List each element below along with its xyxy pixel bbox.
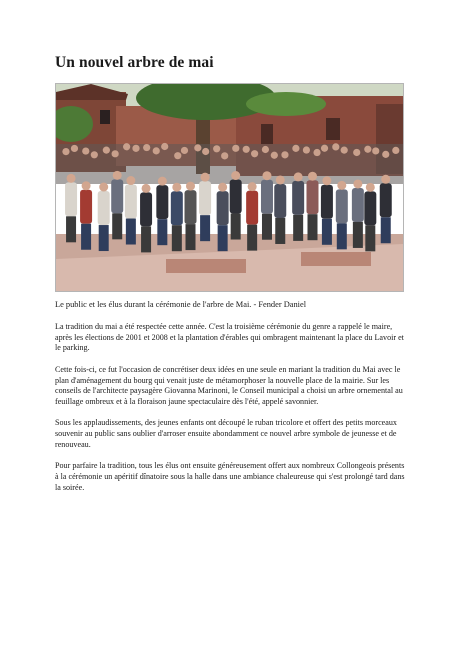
crowd-legs	[365, 225, 375, 251]
crowd-head	[202, 148, 209, 155]
crowd-head	[91, 151, 98, 158]
crowd-legs	[112, 213, 122, 239]
article-paragraph: Cette fois-ci, ce fut l'occasion de concrétiser deux idées en une seule en mariant la tradition du Mai avec le plan d'aménagement du bourg qui venait juste de métamorphoser la nouvelle place de la mairie. Sur les conseils de l'architecte paysagère Giovanna Marinoni, le Conseil municipal a choisi un arbre ornemental au feuillage ombreux et à la floraison jaune spectaculaire dès l'été, appelé savonnier.	[55, 364, 403, 406]
crowd-head	[218, 183, 227, 192]
crowd-person	[321, 185, 333, 219]
crowd-head	[232, 145, 239, 152]
crowd-head	[113, 171, 122, 180]
crowd-head	[313, 149, 320, 156]
crowd-head	[71, 145, 78, 152]
crowd-legs	[322, 219, 332, 245]
crowd-head	[112, 150, 119, 157]
crowd-person	[380, 183, 392, 217]
crowd-head	[62, 148, 69, 155]
crowd-head	[372, 147, 379, 154]
crowd-legs	[275, 218, 285, 244]
crowd-head	[308, 172, 317, 181]
crowd-head	[194, 144, 201, 151]
crowd-legs	[247, 225, 257, 251]
crowd-person	[171, 191, 183, 225]
crowd-head	[251, 150, 258, 157]
crowd-head	[322, 176, 331, 185]
crowd-person	[230, 180, 242, 214]
article-paragraph: Sous les applaudissements, des jeunes enfants ont découpé le ruban tricolore et offert des petits morceaux souvenir au public sans oublier d'arroser ensuite abondamment ce nouvel arbre symbole de jeunesse et de renouveau.	[55, 418, 397, 449]
crowd-head	[381, 175, 390, 184]
crowd-person	[98, 191, 110, 225]
crowd-legs	[186, 224, 196, 250]
crowd-head	[126, 176, 135, 185]
crowd-head	[213, 145, 220, 152]
crowd-legs	[172, 225, 182, 251]
crowd-person	[364, 191, 376, 225]
crowd-legs	[381, 217, 391, 243]
crowd-legs	[262, 214, 272, 240]
crowd-head	[82, 147, 89, 154]
crowd-head	[262, 146, 269, 153]
crowd-head	[321, 145, 328, 152]
crowd-legs	[99, 225, 109, 251]
crowd-head	[153, 147, 160, 154]
crowd-person	[111, 179, 123, 213]
crowd-head	[382, 151, 389, 158]
crowd-legs	[293, 215, 303, 241]
crowd-legs	[337, 223, 347, 249]
crowd-head	[172, 183, 181, 192]
crowd-person	[336, 189, 348, 223]
crowd-photo-illustration	[56, 84, 403, 291]
crowd-head	[337, 181, 346, 190]
crowd-head	[103, 147, 110, 154]
crowd-head	[201, 173, 210, 182]
photo-caption: Le public et les élus durant la cérémonie de l'arbre de Mai. - Fender Daniel	[55, 300, 307, 309]
crowd-head	[303, 146, 310, 153]
crowd-head	[292, 145, 299, 152]
crowd-person	[185, 190, 197, 224]
crowd-head	[248, 182, 257, 191]
crowd-head	[186, 182, 195, 191]
crowd-head	[366, 183, 375, 192]
crowd-head	[123, 143, 130, 150]
crowd-head	[271, 152, 278, 159]
crowd-legs	[141, 226, 151, 252]
article-paragraph: Pour parfaire la tradition, tous les élus ont ensuite généreusement offert aux nombreux Collongeois présents à la cérémonie un apéritif dînatoire sous la halle dans une ambiance chaleureuse qui s'est prolongé tard dans la soirée.	[55, 461, 405, 492]
crowd-head	[158, 177, 167, 186]
crowd-person	[125, 185, 137, 219]
crowd-head	[143, 144, 150, 151]
crowd-legs	[126, 219, 136, 245]
crowd-head	[99, 183, 108, 192]
article-photo	[55, 83, 404, 292]
crowd-head	[262, 171, 271, 180]
crowd-head	[332, 143, 339, 150]
crowd-person	[199, 181, 211, 215]
crowd-head	[67, 174, 76, 183]
crowd-head	[221, 152, 228, 159]
crowd-person	[274, 184, 286, 218]
crowd-person	[246, 191, 258, 225]
crowd-legs	[218, 225, 228, 251]
crowd-legs	[353, 222, 363, 248]
crowd-head	[231, 171, 240, 180]
crowd-head	[341, 147, 348, 154]
crowd-head	[174, 152, 181, 159]
crowd-head	[364, 146, 371, 153]
crowd-person	[156, 185, 168, 219]
article-title: Un nouvel arbre de mai	[55, 54, 214, 71]
crowd-person	[217, 191, 229, 225]
crowd-legs	[231, 214, 241, 240]
crowd-head	[392, 147, 399, 154]
crowd-person	[65, 182, 77, 216]
crowd-person	[140, 192, 152, 226]
crowd-person	[261, 180, 273, 214]
crowd-person	[306, 180, 318, 214]
crowd-legs	[307, 214, 317, 240]
crowd-head	[243, 146, 250, 153]
crowd-head	[353, 149, 360, 156]
crowd-person	[352, 188, 364, 222]
crowd-head	[132, 145, 139, 152]
crowd-head	[281, 151, 288, 158]
crowd-person	[292, 181, 304, 215]
crowd-head	[161, 143, 168, 150]
crowd-legs	[157, 219, 167, 245]
crowd-head	[276, 175, 285, 184]
crowd-legs	[200, 215, 210, 241]
crowd-legs	[81, 224, 91, 250]
crowd-legs	[66, 216, 76, 242]
article-paragraph: La tradition du mai a été respectée cette année. C'est la troisième cérémonie du genre a rappelé le maire, après les élections de 2001 et 2008 et la plantation d'érables qui ombragent maintenant la place du Lavoir et le parking.	[55, 322, 404, 353]
crowd-head	[181, 147, 188, 154]
crowd-head	[82, 181, 91, 190]
crowd-head	[353, 179, 362, 188]
crowd-person	[80, 190, 92, 224]
crowd-head	[142, 184, 151, 193]
article-body	[55, 322, 407, 504]
crowd-head	[294, 172, 303, 181]
